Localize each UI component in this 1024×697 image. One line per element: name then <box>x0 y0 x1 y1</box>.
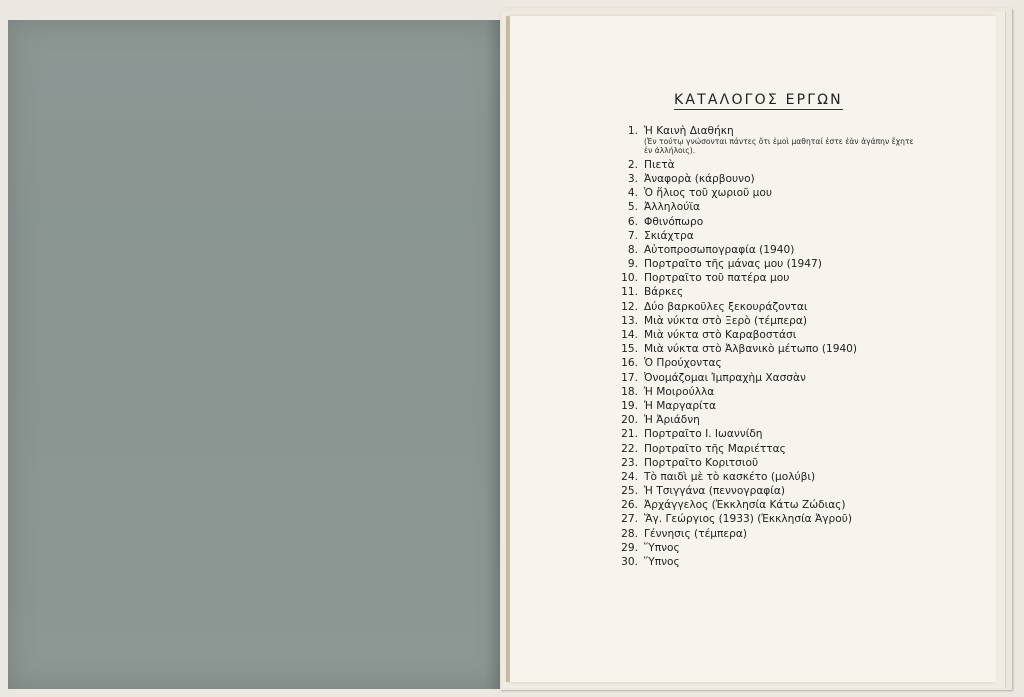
entry-title: Ὁ Προύχοντας <box>644 357 722 370</box>
entry-title: Πορτραῖτο τῆς μάνας μου (1947) <box>644 258 822 271</box>
entry-number: 15. <box>621 343 638 356</box>
entry-title: Ὀνομάζομαι Ἰμπραχὴμ Χασσὰν <box>644 371 806 384</box>
list-item <box>606 257 906 271</box>
entry-title: Πιετὰ <box>644 158 675 171</box>
entry-number: 18. <box>621 385 638 398</box>
entry-title: Μιὰ νύκτα στὸ Ἀλβανικὸ μέτωπο (1940) <box>644 343 858 356</box>
entry-number: 24. <box>621 470 638 483</box>
entry-title: Ὕπνος <box>644 541 680 554</box>
entry-title: Πορτραῖτο τῆς Μαριέττας <box>644 442 786 455</box>
entry-number: 23. <box>621 456 638 469</box>
entry-title: Ἅγ. Γεώργιος (1933) (Ἐκκλησία Ἀγροῦ) <box>644 513 853 526</box>
list-item <box>606 342 906 356</box>
list-item <box>606 456 906 470</box>
entry-number: 1. <box>627 125 638 137</box>
list-item <box>606 243 906 257</box>
list-item <box>606 285 906 299</box>
list-item <box>606 371 906 385</box>
list-item <box>606 541 906 555</box>
entry-number: 30. <box>621 556 638 569</box>
entry-title: Φθινόπωρο <box>644 215 704 228</box>
entry-note: (Ἐν τούτῳ γνώσονται πάντες ὅτι ἐμοὶ μαθηταί ἐστε ἐὰν ἀγάπην ἔχητε ἐν ἀλλήλοις). <box>644 137 914 155</box>
list-item <box>606 200 906 214</box>
entry-title: Ἡ Ἀριάδνη <box>644 414 700 427</box>
entry-number: 25. <box>621 485 638 498</box>
entry-title: Ἡ Μοιρούλλα <box>644 385 715 398</box>
entry-number: 10. <box>621 272 638 285</box>
list-item <box>606 470 906 484</box>
entry-title: Πορτραῖτο τοῦ πατέρα μου <box>644 272 790 285</box>
list-item <box>606 385 906 399</box>
list-item <box>606 186 906 200</box>
list-item <box>606 527 906 541</box>
entry-number: 5. <box>627 201 638 214</box>
list-item <box>606 498 906 512</box>
list-item <box>606 328 906 342</box>
entry-number: 7. <box>627 229 638 242</box>
entry-title: Γέννησις (τέμπερα) <box>644 527 747 540</box>
entry-title: Ὁ ἥλιος τοῦ χωριοῦ μου <box>644 187 772 200</box>
booklet-cover <box>8 20 504 689</box>
entry-number: 19. <box>621 399 638 412</box>
list-item <box>606 271 906 285</box>
entry-number: 12. <box>621 300 638 313</box>
entry-title: Πορτραῖτο Ι. Ιωαννίδη <box>644 428 763 441</box>
list-item <box>606 229 906 243</box>
list-item <box>606 555 906 569</box>
entry-title: Δύο βαρκοῦλες ξεκουράζονται <box>644 300 808 313</box>
list-item <box>606 314 906 328</box>
list-item <box>606 413 906 427</box>
entry-number: 29. <box>621 541 638 554</box>
entry-number: 9. <box>627 258 638 271</box>
list-item <box>606 427 906 441</box>
list-item <box>606 484 906 498</box>
list-item <box>606 158 906 172</box>
list-item <box>606 215 906 229</box>
entry-title: Μιὰ νύκτα στὸ Ξερὸ (τέμπερα) <box>644 314 807 327</box>
entry-number: 21. <box>621 428 638 441</box>
list-item <box>606 172 906 186</box>
entry-number: 22. <box>621 442 638 455</box>
entry-title: Τὸ παιδὶ μὲ τὸ κασκέτο (μολύβι) <box>644 470 816 483</box>
works-list <box>606 124 914 569</box>
list-item <box>606 512 906 526</box>
entry-number: 26. <box>621 499 638 512</box>
entry-number: 8. <box>627 243 638 256</box>
entry-title: Αὐτοπροσωπογραφία (1940) <box>644 243 795 256</box>
list-item <box>606 124 906 138</box>
list-item <box>606 300 906 314</box>
entry-number: 4. <box>627 187 638 200</box>
entry-number: 28. <box>621 527 638 540</box>
entry-title: Ἡ Τσιγγάνα (πεννογραφία) <box>644 485 785 498</box>
entry-title: Σκιάχτρα <box>644 229 694 242</box>
entry-title: Ἡ Μαργαρίτα <box>644 399 716 412</box>
entry-title: Ἀλληλούϊα <box>644 201 700 214</box>
entry-title: Βάρκες <box>644 286 684 299</box>
entry-number: 16. <box>621 357 638 370</box>
list-item <box>606 399 906 413</box>
entry-title: Ἡ Καινὴ Διαθήκη <box>644 125 734 137</box>
list-item <box>606 442 906 456</box>
entry-title: Ἀναφορὰ (κάρβουνο) <box>644 172 755 185</box>
entry-title: Ἀρχάγγελος (Ἐκκλησία Κάτω Ζώδιας) <box>644 499 846 512</box>
list-item <box>606 356 906 370</box>
entry-number: 14. <box>621 329 638 342</box>
entry-number: 2. <box>627 158 638 171</box>
entry-number: 13. <box>621 314 638 327</box>
entry-title: Πορτραῖτο Κοριτσιοῦ <box>644 456 759 469</box>
entry-number: 27. <box>621 513 638 526</box>
entry-number: 20. <box>621 414 638 427</box>
entry-title: Μιὰ νύκτα στὸ Καραβοστάσι <box>644 329 797 342</box>
entry-number: 11. <box>621 286 638 299</box>
entry-number: 6. <box>627 215 638 228</box>
entry-number: 3. <box>627 172 638 185</box>
entry-number: 17. <box>621 371 638 384</box>
entry-title: Ὕπνος <box>644 556 680 569</box>
page-title: ΚΑΤΑΛΟΓΟΣ ΕΡΓΩΝ <box>674 92 843 108</box>
